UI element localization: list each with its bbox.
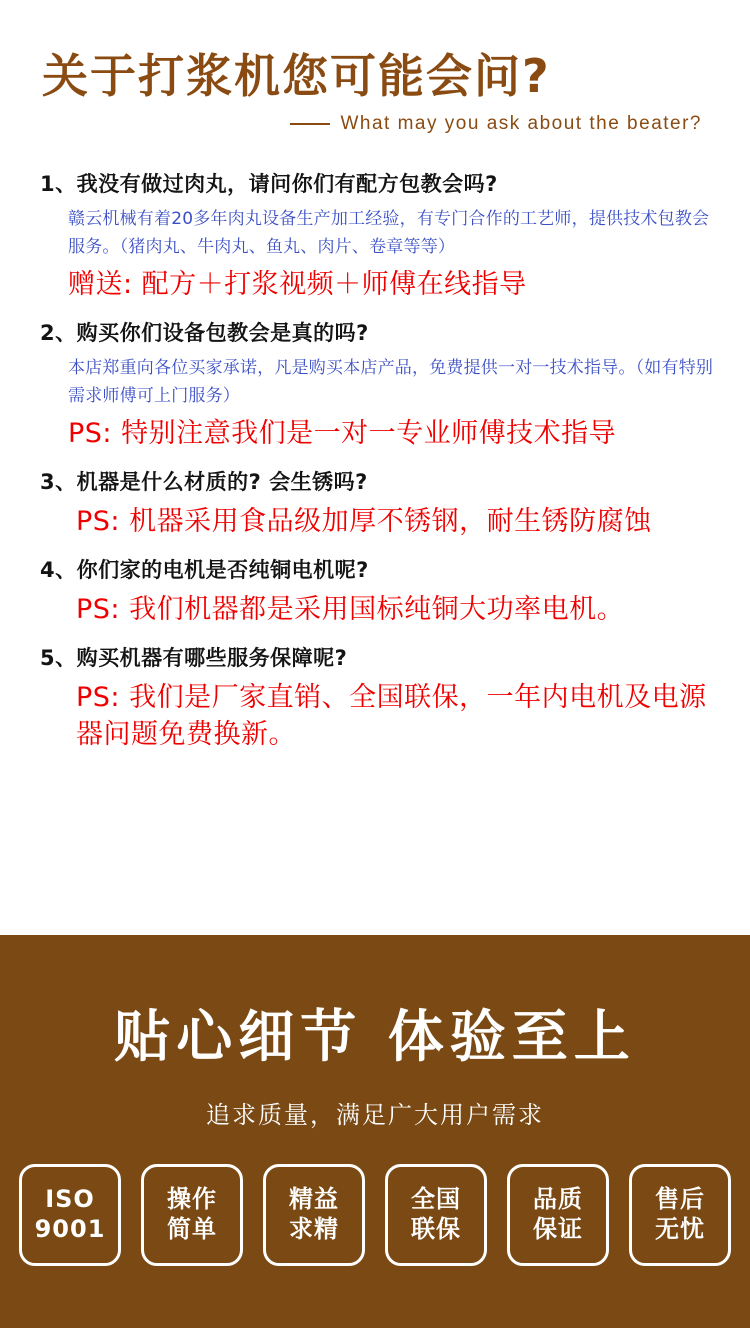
faq-question: 3、机器是什么材质的? 会生锈吗? (40, 469, 368, 494)
faq-highlight: PS: 我们是厂家直销、全国联保，一年内电机及电源器问题免费换新。 (76, 682, 707, 750)
faq-item (40, 318, 724, 453)
badge-row (0, 1164, 750, 1266)
faq-item (40, 169, 724, 304)
faq-highlight: PS: 机器采用食品级加厚不锈钢，耐生锈防腐蚀 (76, 506, 652, 538)
faq-answer: 赣云机械有着20多年肉丸设备生产加工经验，有专门合作的工艺师，提供技术包教会服务。（猪肉丸、牛肉丸、鱼丸、肉片、卷章等等） (68, 209, 710, 257)
dash-divider (290, 123, 330, 125)
badge-item (19, 1164, 121, 1266)
badge-line-2: 简单 (167, 1214, 217, 1243)
page-title: 关于打浆机您可能会问? (42, 49, 551, 103)
badge-line-1: 全国 (411, 1185, 461, 1214)
badge-item (629, 1164, 731, 1266)
faq-highlight: 赠送: 配方＋打浆视频＋师傅在线指导 (68, 269, 527, 301)
faq-list (0, 169, 750, 753)
faq-question: 5、购买机器有哪些服务保障呢? (40, 645, 348, 670)
badge-line-2: 联保 (411, 1214, 461, 1243)
faq-item (40, 467, 724, 541)
badge-line-1: 精益 (289, 1185, 339, 1214)
badge-line-2: 9001 (34, 1214, 106, 1243)
badge-item (507, 1164, 609, 1266)
faq-question: 4、你们家的电机是否纯铜电机呢? (40, 557, 369, 582)
faq-highlight: PS: 特别注意我们是一对一专业师傅技术指导 (68, 418, 617, 450)
badge-line-1: 售后 (655, 1185, 705, 1214)
badge-line-2: 无忧 (655, 1214, 705, 1243)
banner-subtitle: 追求质量，满足广大用户需求 (206, 1100, 544, 1129)
faq-question: 2、购买你们设备包教会是真的吗? (40, 320, 369, 345)
badge-line-1: 操作 (167, 1185, 217, 1214)
badge-line-1: ISO (45, 1185, 95, 1214)
banner-title: 贴心细节 体验至上 (114, 1005, 636, 1070)
badge-item (141, 1164, 243, 1266)
badge-line-2: 保证 (533, 1214, 583, 1243)
faq-item (40, 643, 724, 753)
feature-banner (0, 935, 750, 1328)
faq-item (40, 555, 724, 629)
faq-question: 1、我没有做过肉丸，请问你们有配方包教会吗? (40, 171, 498, 196)
badge-line-2: 求精 (289, 1214, 339, 1243)
badge-item (385, 1164, 487, 1266)
badge-item (263, 1164, 365, 1266)
faq-highlight: PS: 我们机器都是采用国标纯铜大功率电机。 (76, 594, 625, 626)
page-subtitle: What may you ask about the beater? (340, 112, 702, 134)
badge-line-1: 品质 (533, 1185, 583, 1214)
faq-answer: 本店郑重向各位买家承诺，凡是购买本店产品，免费提供一对一技术指导。（如有特别需求师傅可上门服务） (68, 358, 714, 406)
subtitle-row (0, 113, 702, 135)
